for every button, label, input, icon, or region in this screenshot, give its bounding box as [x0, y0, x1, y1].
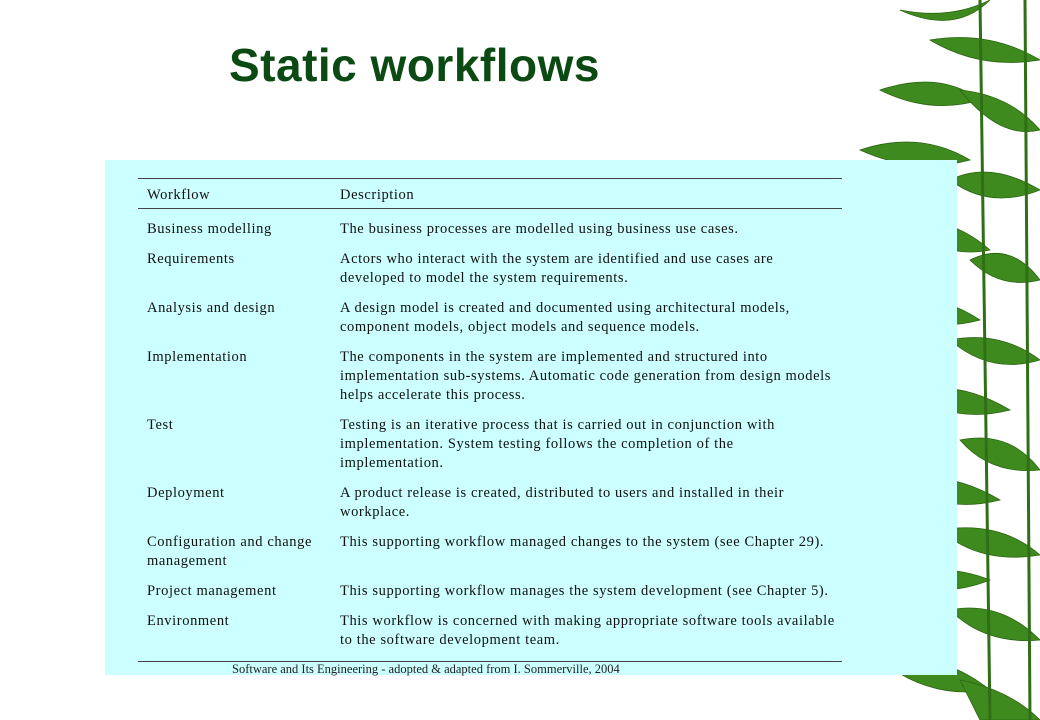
slide-title: Static workflows — [229, 39, 600, 91]
table-row — [147, 239, 837, 288]
workflow-cell: Deployment — [147, 485, 225, 501]
description-cell: The components in the system are implemented and structured into implementation sub-systems. Automatic code generation from design models helps accelerate this process. — [340, 349, 832, 403]
table-row — [147, 601, 837, 650]
table-row — [147, 473, 837, 522]
table-row — [147, 405, 837, 473]
table-row — [147, 522, 837, 571]
description-cell: A product release is created, distributed to users and installed in their workplace. — [340, 485, 785, 520]
table-row — [147, 208, 837, 239]
workflow-cell: Business modelling — [147, 221, 272, 237]
workflow-cell: Configuration and change management — [147, 534, 312, 569]
workflow-cell: Test — [147, 417, 174, 433]
description-cell: The business processes are modelled using business use cases. — [340, 221, 739, 237]
description-cell: Testing is an iterative process that is carried out in conjunction with implementation. System testing follows the completion of the implementation. — [340, 417, 775, 471]
table-row — [147, 571, 837, 601]
workflow-table — [147, 186, 837, 650]
workflow-cell: Implementation — [147, 349, 248, 365]
slide-footer: Software and Its Engineering - adopted & adapted from I. Sommerville, 2004 — [232, 662, 620, 676]
workflow-cell: Requirements — [147, 251, 235, 267]
workflow-cell: Analysis and design — [147, 300, 276, 316]
description-cell: This workflow is concerned with making appropriate software tools available to the software development team. — [340, 613, 835, 648]
header-workflow: Workflow — [147, 187, 211, 203]
description-cell: Actors who interact with the system are identified and use cases are developed to model the system requirements. — [340, 251, 774, 286]
table-row — [147, 288, 837, 337]
table-top-rule — [138, 178, 842, 179]
header-description: Description — [340, 187, 415, 203]
table-row — [147, 337, 837, 405]
description-cell: This supporting workflow managed changes to the system (see Chapter 29). — [340, 534, 825, 550]
description-cell: A design model is created and documented using architectural models, component models, object models and sequence models. — [340, 300, 790, 335]
workflow-cell: Environment — [147, 613, 230, 629]
workflow-cell: Project management — [147, 583, 277, 599]
description-cell: This supporting workflow manages the system development (see Chapter 5). — [340, 583, 829, 599]
table-header-row — [147, 186, 837, 208]
